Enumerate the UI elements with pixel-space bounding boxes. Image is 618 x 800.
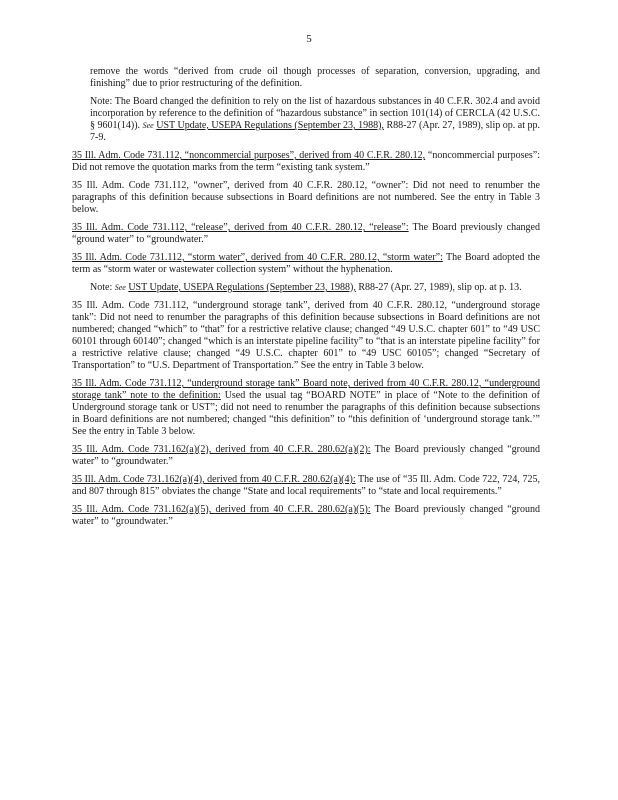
entry-text: The Board previously changed “ground water” to “groundwater.” xyxy=(72,504,540,527)
entry-text: The Board adopted the term as “storm water or wastewater collection system” without the hyphenation. xyxy=(72,252,540,275)
entry-paragraph xyxy=(72,150,540,174)
note-text: The Board changed the definition to rely on the list of hazardous substances in 40 C.F.R. 302.4 and avoid incorporation by reference to the definition of “hazardous substance” in section 101(14) of CERCLA (42 U.S.C. § 9601(14)). xyxy=(90,96,540,131)
entry-paragraph xyxy=(72,300,540,372)
citation-tail: R88-27 (Apr. 27, 1989), slip op. at pp. 7-9. xyxy=(90,120,541,143)
entry-paragraph xyxy=(72,222,540,246)
note-label: Note: xyxy=(90,282,113,293)
entry-citation: 35 Ill. Adm. Code 731.112, “underground storage tank” Board note, derived from 40 C.F.R. 280.12, “underground storage tank” note to the definition: xyxy=(72,378,540,401)
entry-text: The Board previously changed “ground water” to “groundwater.” xyxy=(72,444,540,467)
entry-text: 35 Ill. Adm. Code 731.112, “underground storage tank”, derived from 40 C.F.R. 280.12, “underground storage tank”: Did not need to renumber the paragraphs of this definition because subsections in Board definitions are not numbered; changed “which” to “that” for a restrictive relative clause; changed “49 U.S.C. chapter 601” to “49 USC 60101 through 60140”; changed “which is an interstate pipeline facility” to “that is an interstate pipeline facility” for a restrictive relative clause; changed “49 U.S.C. chapter 601” to “49 USC 60105”; changed “Secretary of Transportation” to “U.S. Department of Transportation.” See the entry in Table 3 below. xyxy=(72,300,540,371)
entry-text: The use of “35 Ill. Adm. Code 722, 724, 725, and 807 through 815” obviates the change “State and local requirements” to “state and local requirements.” xyxy=(72,474,540,497)
entry-paragraph xyxy=(72,474,540,498)
entry-text: 35 Ill. Adm. Code 731.112, “owner”, derived from 40 C.F.R. 280.12, “owner”: Did not need to renumber the paragraphs of this definition because subsections in Board definitions are not numbered. See the entry in Table 3 below. xyxy=(72,180,540,215)
see-signal: See xyxy=(114,283,126,292)
entry-paragraph xyxy=(72,444,540,468)
entry-citation: 35 Ill. Adm. Code 731.162(a)(4), derived from 40 C.F.R. 280.62(a)(4): xyxy=(72,474,356,485)
citation-title: UST Update, USEPA Regulations (September 23, 1988), xyxy=(156,120,384,131)
entry-paragraph xyxy=(72,180,540,216)
note-paragraph xyxy=(72,282,540,294)
entry-citation: 35 Ill. Adm. Code 731.112, “noncommercial purposes”, derived from 40 C.F.R. 280.12, xyxy=(72,150,426,161)
entry-paragraph xyxy=(72,252,540,276)
page-number: 5 xyxy=(306,33,312,45)
note-label: Note: xyxy=(90,96,113,107)
entry-citation: 35 Ill. Adm. Code 731.112, “release”, derived from 40 C.F.R. 280.12, “release”: xyxy=(72,222,409,233)
entry-text: The Board previously changed “ground water” to “groundwater.” xyxy=(72,222,540,245)
entry-citation: 35 Ill. Adm. Code 731.162(a)(5), derived from 40 C.F.R. 280.62(a)(5): xyxy=(72,504,371,515)
entry-text: “noncommercial purposes”: Did not remove the quotation marks from the term “existing tank system.” xyxy=(72,150,541,173)
citation-title: UST Update, USEPA Regulations (September 23, 1988), xyxy=(128,282,356,293)
entry-citation: 35 Ill. Adm. Code 731.162(a)(2), derived from 40 C.F.R. 280.62(a)(2): xyxy=(72,444,371,455)
citation-tail: R88-27 (Apr. 27, 1989), slip op. at p. 13. xyxy=(358,282,522,293)
paragraph-text: remove the words “derived from crude oil though processes of separation, conversion, upgrading, and finishing” due to prior restructuring of the definition. xyxy=(90,66,540,89)
entry-citation: 35 Ill. Adm. Code 731.112, “storm water”, derived from 40 C.F.R. 280.12, “storm water”: xyxy=(72,252,443,263)
paragraph-continuation xyxy=(72,66,540,90)
entry-paragraph xyxy=(72,378,540,438)
entry-text: Used the usual tag “BOARD NOTE” in place of “Note to the definition of Underground storage tank or UST”; did not need to renumber the paragraphs of this definition because subsections in Board definitions are not numbered; changed “this definition” to “this definition of ‘underground storage tank.’” See the entry in Table 3 below. xyxy=(72,390,541,437)
note-paragraph xyxy=(72,96,540,144)
see-signal: See xyxy=(142,121,154,130)
document-body xyxy=(72,66,541,534)
entry-paragraph xyxy=(72,504,540,528)
